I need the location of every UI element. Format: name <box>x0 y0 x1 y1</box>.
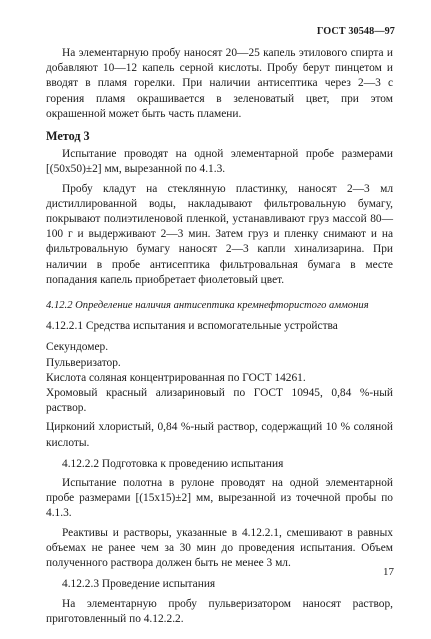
method-3-heading: Метод 3 <box>46 129 90 144</box>
standard-code-header: ГОСТ 30548—97 <box>316 26 395 37</box>
page-number: 17 <box>383 566 394 578</box>
subsection-4-12-2-3: 4.12.2.3 Проведение испытания <box>62 578 216 591</box>
subsection-4-12-2-2: 4.12.2.2 Подготовка к проведению испытания <box>62 457 284 470</box>
equipment-item-zirconium: Цирконий хлористый, 0,84 %-ный раствор, содержащий 10 % соляной кислоты. <box>46 421 393 449</box>
equipment-item-alizarin: Хромовый красный ализариновый по ГОСТ 10945, 0,84 %-ный раствор. <box>46 387 393 415</box>
section-heading-4-12-2: 4.12.2 Определение наличия антисептика кремнефтористого аммония <box>46 300 369 312</box>
paragraph-spray: На элементарную пробу пульверизатором наносят раствор, приготовленный по 4.12.2.2. <box>46 597 393 625</box>
subsection-4-12-2-1: 4.12.2.1 Средства испытания и вспомогательные устройства <box>46 320 338 333</box>
page-content <box>46 46 393 627</box>
paragraph-procedure: Пробу кладут на стеклянную пластинку, наносят 2—3 мл дистиллированной воды, накладывают фильтровальную бумагу, покрывают полиэтиленовой пленкой, устанавливают груз массой 80—100 г и выдерживают 2—3 мин. Затем груз и пленку снимают и на фильтровальную бумагу наносят 2—3 капли хинализарина. При наличии в пробе антисептика фильтровальная бумага в месте попадания капель приобретает фиолетовый цвет. <box>46 182 393 286</box>
paragraph-reagents: Реактивы и растворы, указанные в 4.12.2.1, смешивают в равных объемах не ранее чем за 30 мин до проведения испытания. Объем полученного раствора должен быть не менее 3 мл. <box>46 526 393 570</box>
equipment-item-stopwatch: Секундомер. <box>46 341 109 354</box>
paragraph-sample-size: Испытание проводят на одной элементарной пробе размерами [(50x50)±2] мм, вырезанной по 4.1.3. <box>46 148 393 176</box>
paragraph-roll-sample: Испытание полотна в рулоне проводят на одной элементарной пробе размерами [(15x15)±2] мм, вырезанной из точечной пробы по 4.1.3. <box>46 477 393 520</box>
equipment-item-acid: Кислота соляная концентрированная по ГОСТ 14261. <box>46 371 306 384</box>
paragraph-flame-test: На элементарную пробу наносят 20—25 капель этилового спирта и добавляют 10—12 капель серной кислоты. Пробу берут пинцетом и вводят в пламя горелки. При наличии антисептика через 2—3 с горения пламя окрашивается в зеленоватый цвет, при этом окрашенной может быть часть пламени. <box>46 47 393 120</box>
equipment-item-sprayer: Пульверизатор. <box>46 356 121 369</box>
